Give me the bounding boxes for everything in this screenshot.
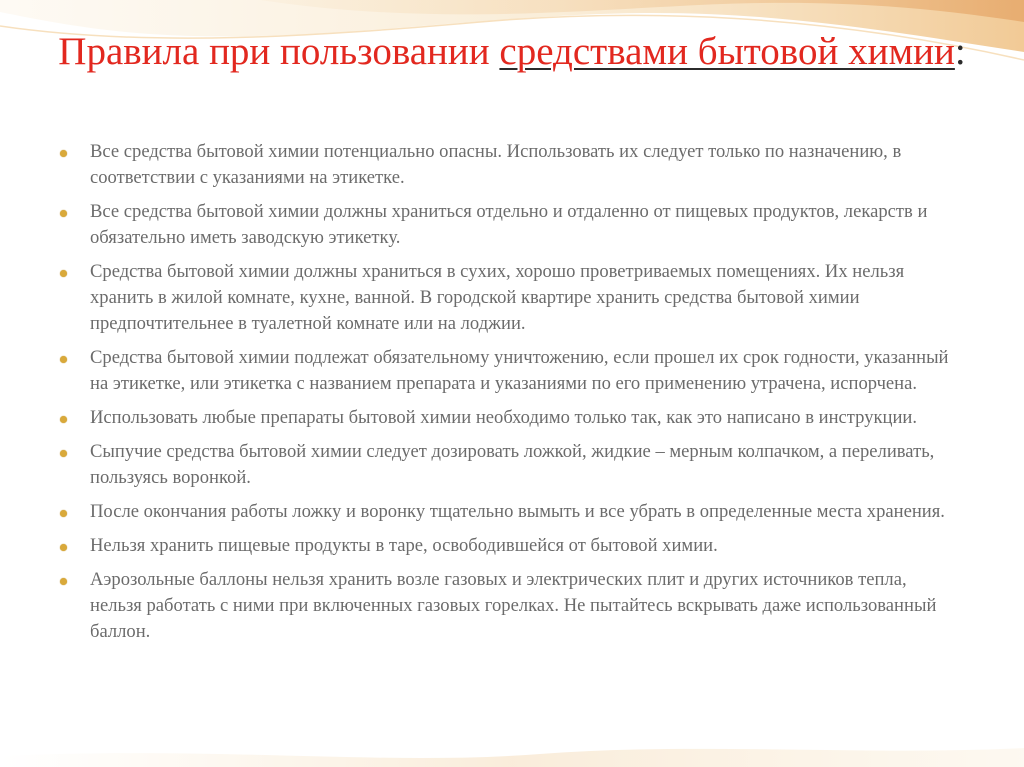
- bullet-icon: [60, 544, 67, 551]
- rules-list: [60, 139, 960, 653]
- title-colon: :: [954, 30, 966, 73]
- rule-item: [60, 567, 960, 645]
- bottom-wave: [0, 748, 1024, 767]
- bullet-icon: [60, 270, 67, 277]
- rule-text: Аэрозольные баллоны нельзя хранить возле газовых и электрических плит и других источников тепла, нельзя работать с ними при включенных газовых горелках. Не пытайтесь вскрывать даже использованный баллон.: [90, 569, 937, 642]
- rule-item: [60, 439, 960, 491]
- rule-text: Нельзя хранить пищевые продукты в таре, освободившейся от бытовой химии.: [90, 535, 718, 556]
- title-part-1: Правила при пользовании: [58, 30, 500, 73]
- rule-item: [60, 533, 960, 559]
- bullet-icon: [60, 150, 67, 157]
- rule-text: Использовать любые препараты бытовой химии необходимо только так, как это написано в инструкции.: [90, 407, 918, 428]
- bullet-icon: [60, 210, 67, 217]
- bullet-icon: [60, 578, 67, 585]
- rule-item: [60, 499, 960, 525]
- rule-text: Средства бытовой химии подлежат обязательному уничтожению, если прошел их срок годности, указанный на этикетке, или этикетка с названием препарата и указаниями по его применению утрачена, испорчена.: [90, 347, 949, 394]
- rule-item: [60, 259, 960, 337]
- rule-item: [60, 199, 960, 251]
- rule-text: Все средства бытовой химии потенциально опасны. Использовать их следует только по назначению, в соответствии с указаниями на этикетке.: [90, 141, 902, 188]
- rule-text: Средства бытовой химии должны храниться в сухих, хорошо проветриваемых помещениях. Их нельзя хранить в жилой комнате, кухне, ванной. В городской квартире хранить средства бытовой химии предпочтительнее в туалетной комнате или на лоджии.: [90, 261, 905, 334]
- bullet-icon: [60, 356, 67, 363]
- rule-item: [60, 345, 960, 397]
- bullet-icon: [60, 450, 67, 457]
- rule-item: [60, 405, 960, 431]
- rule-text: После окончания работы ложку и воронку тщательно вымыть и все убрать в определенные места хранения.: [90, 501, 945, 522]
- rule-text: Все средства бытовой химии должны храниться отдельно и отдаленно от пищевых продуктов, лекарств и обязательно иметь заводскую этикетку.: [90, 201, 928, 248]
- rule-item: [60, 139, 960, 191]
- slide-title: [40, 26, 984, 78]
- bullet-icon: [60, 416, 67, 423]
- rule-text: Сыпучие средства бытовой химии следует дозировать ложкой, жидкие – мерным колпачком, а переливать, пользуясь воронкой.: [90, 441, 935, 488]
- title-part-2: средствами бытовой химии: [499, 30, 955, 73]
- bullet-icon: [60, 510, 67, 517]
